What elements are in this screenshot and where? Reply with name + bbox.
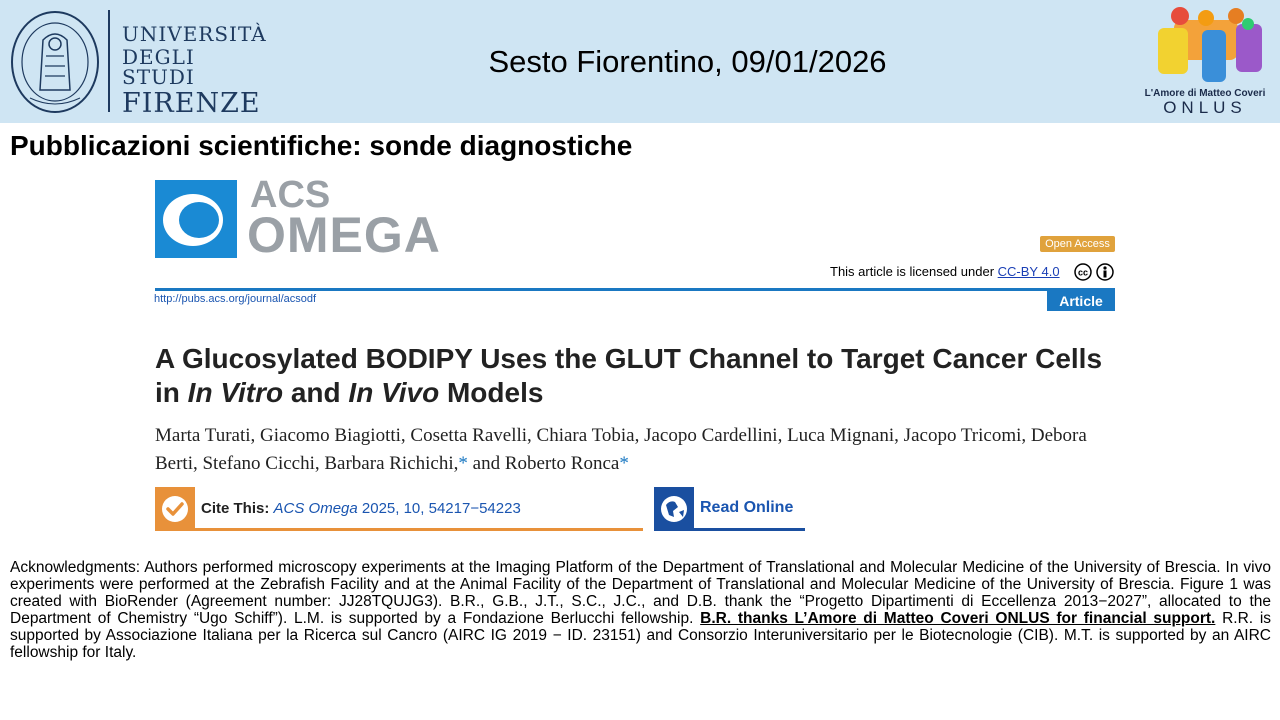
cite-journal: ACS Omega: [273, 500, 358, 517]
cc-by-icon: [1073, 262, 1117, 282]
article-title: [155, 342, 1115, 410]
cite-rule: [195, 528, 643, 531]
ack-before: Acknowledgments: Authors performed microscopy experiments at the Imaging Platform of the Department of Translational and Molecular Medicine of the University of Brescia. In vivo experiments were performed at the Zebrafish Facility and at the Animal Facility of the Department of Translational and Molecular Medicine of the University of Brescia. Figure 1 was created with BioRender (Agreement number: JJ28TQUJG3). B.R., G.B., J.T., S.C., J.C., and D.B. thank the “Progetto Dipartimenti di Eccellenza 2013−2027”, allocated to the Department of Chemistry “Ugo Schiff”). L.M. is supported by a Fondazione Berlucchi fellowship.: [10, 559, 1271, 627]
corresponding-star: *: [458, 453, 468, 474]
cite-check-icon: [155, 487, 195, 531]
cite-reference: 2025, 10, 54217−54223: [361, 500, 521, 517]
cite-this-box[interactable]: [155, 487, 645, 531]
university-line-3: FIRENZE: [122, 88, 261, 119]
license-prefix: This article is licensed under: [830, 264, 995, 279]
ack-after: R.R. is supported by Associazione Italiana per la Ricerca sul Cancro (AIRC IG 2019 − ID. 23151) and Consorzio Interuniversitario per le Biotecnologie (CIB). M.T. is supported by an AIRC fellowship for Italy.: [10, 610, 1272, 661]
svg-text:cc: cc: [1077, 267, 1089, 278]
license-link[interactable]: CC-BY 4.0: [997, 264, 1060, 279]
omega-wordmark: OMEGA: [247, 207, 441, 263]
header-band: [0, 0, 1280, 123]
globe-icon: [654, 487, 694, 531]
open-access-badge: Open Access: [1040, 236, 1115, 252]
header-rule: [155, 288, 1115, 291]
read-rule: [694, 528, 805, 531]
corresponding-star-2: *: [619, 453, 629, 474]
journal-url[interactable]: http://pubs.acs.org/journal/acsodf: [154, 293, 317, 305]
acs-omega-icon: [155, 180, 237, 258]
license-line: [830, 264, 1060, 279]
article-type-tag: Article: [1047, 291, 1115, 311]
slide-title: Pubblicazioni scientifiche: sonde diagnostiche: [10, 130, 633, 161]
cite-label: Cite This:: [201, 500, 270, 517]
onlus-family-logo: [1140, 6, 1268, 86]
read-online-box[interactable]: [654, 487, 806, 531]
university-line-2: DEGLI STUDI: [122, 45, 195, 89]
author-list: [155, 422, 1115, 478]
university-line-1: UNIVERSITÀ: [122, 22, 267, 46]
title-part-b: In Vitro: [187, 377, 284, 408]
authors-part-b: and Roberto Ronca: [472, 453, 620, 474]
onlus-caption: L'Amore di Matteo Coveri: [1144, 88, 1266, 99]
place-date: Sesto Fiorentino, 09/01/2026: [488, 44, 887, 79]
authors-part-a: Marta Turati, Giacomo Biagiotti, Cosetta Ravelli, Chiara Tobia, Jacopo Cardellini, Luca Mignani, Jacopo Tricomi, Debora Berti, Stefano Cicchi, Barbara Richichi,: [155, 425, 1087, 474]
title-part-c: and: [290, 377, 341, 408]
ack-highlight: B.R. thanks L’Amore di Matteo Coveri ONLUS for financial support.: [700, 610, 1216, 627]
title-part-a: A Glucosylated BODIPY Uses the GLUT Channel to Target Cancer Cells in: [155, 343, 1103, 408]
title-part-e: Models: [446, 377, 544, 408]
cite-text: [201, 500, 521, 517]
onlus-word: ONLUS: [1163, 98, 1247, 117]
read-online-label: Read Online: [700, 499, 794, 516]
acknowledgments: [10, 559, 1271, 661]
title-part-d: In Vivo: [348, 377, 440, 408]
acs-wordmark: ACS: [250, 174, 331, 216]
